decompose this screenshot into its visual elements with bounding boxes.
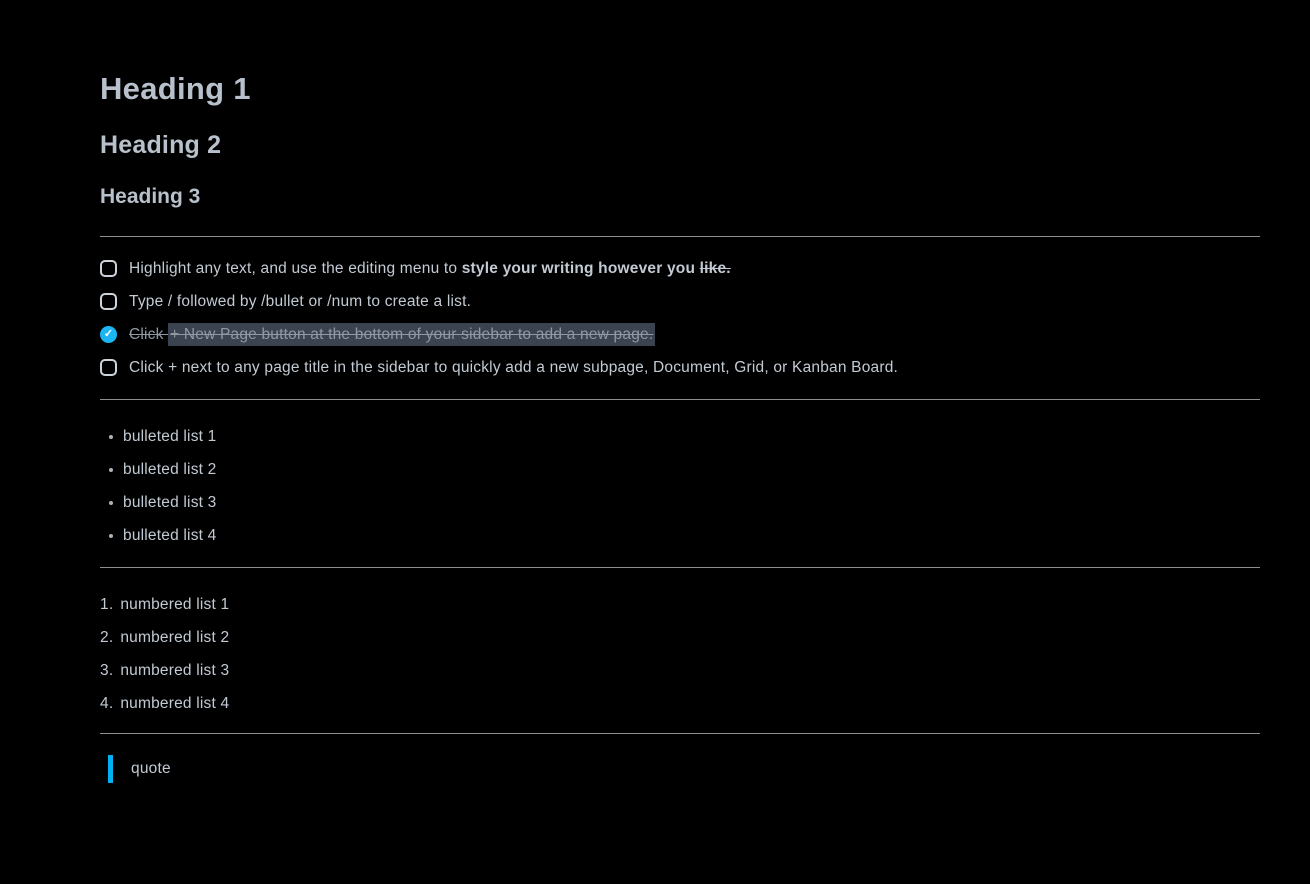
todo-text[interactable] (129, 325, 655, 344)
checkbox-unchecked-icon[interactable] (100, 293, 117, 310)
numbered-item-text[interactable]: numbered list 4 (120, 695, 230, 712)
text-segment-strike-highlighted: + New Page button at the bottom of your sidebar to add a new page. (168, 323, 655, 346)
quote-block[interactable] (108, 754, 1260, 784)
bullet-item-text[interactable]: bulleted list 4 (123, 527, 217, 544)
bullet-item-text[interactable]: bulleted list 1 (123, 428, 217, 445)
list-item[interactable] (100, 519, 1260, 552)
checkbox-unchecked-icon[interactable] (100, 260, 117, 277)
check-icon: ✓ (103, 328, 114, 340)
list-item[interactable] (100, 420, 1260, 453)
divider (100, 236, 1260, 237)
todo-item[interactable] (100, 351, 1260, 384)
text-segment-bold: style your writing however you (461, 260, 700, 277)
quote-bar (108, 755, 113, 783)
todo-item[interactable] (100, 252, 1260, 285)
list-item[interactable] (100, 621, 1260, 654)
text-segment-strike: Click (129, 326, 169, 343)
divider (100, 399, 1260, 400)
bullet-item-text[interactable]: bulleted list 3 (123, 494, 217, 511)
numbered-item-text[interactable]: numbered list 2 (120, 629, 230, 646)
text-segment: Highlight any text, and use the editing menu to (129, 260, 462, 277)
bulleted-list (100, 420, 1260, 552)
document-content (100, 73, 1260, 784)
list-number: 4. (100, 695, 114, 712)
list-item[interactable] (100, 486, 1260, 519)
document-page (0, 73, 1310, 884)
checkbox-unchecked-icon[interactable] (100, 359, 117, 376)
numbered-item-text[interactable]: numbered list 1 (120, 596, 230, 613)
heading-2-block[interactable]: Heading 2 (100, 131, 222, 159)
bullet-icon (109, 468, 113, 472)
todo-text[interactable] (129, 259, 731, 278)
todo-item[interactable] (100, 285, 1260, 318)
bullet-item-text[interactable]: bulleted list 2 (123, 461, 217, 478)
divider (100, 733, 1260, 734)
checkbox-checked-icon[interactable] (100, 326, 117, 343)
numbered-list (100, 588, 1260, 720)
bullet-icon (109, 501, 113, 505)
text-segment: Type / followed by /bullet or /num to create a list. (129, 293, 472, 310)
list-item[interactable] (100, 453, 1260, 486)
bullet-icon (109, 435, 113, 439)
heading-3-block[interactable]: Heading 3 (100, 185, 201, 208)
todo-text[interactable] (129, 358, 898, 377)
text-segment: Click + next to any page title in the sidebar to quickly add a new subpage, Document, Grid, or Kanban Board. (129, 359, 899, 376)
list-item[interactable] (100, 687, 1260, 720)
divider (100, 567, 1260, 568)
todo-list (100, 252, 1260, 384)
list-item[interactable] (100, 654, 1260, 687)
list-item[interactable] (100, 588, 1260, 621)
heading-1-block[interactable]: Heading 1 (100, 71, 251, 106)
todo-text[interactable] (129, 292, 471, 311)
list-number: 3. (100, 662, 114, 679)
list-number: 1. (100, 596, 114, 613)
quote-text[interactable]: quote (131, 760, 171, 777)
list-number: 2. (100, 629, 114, 646)
numbered-item-text[interactable]: numbered list 3 (120, 662, 230, 679)
todo-item[interactable] (100, 318, 1260, 351)
bullet-icon (109, 534, 113, 538)
text-segment-bold-strike: like. (699, 260, 731, 277)
